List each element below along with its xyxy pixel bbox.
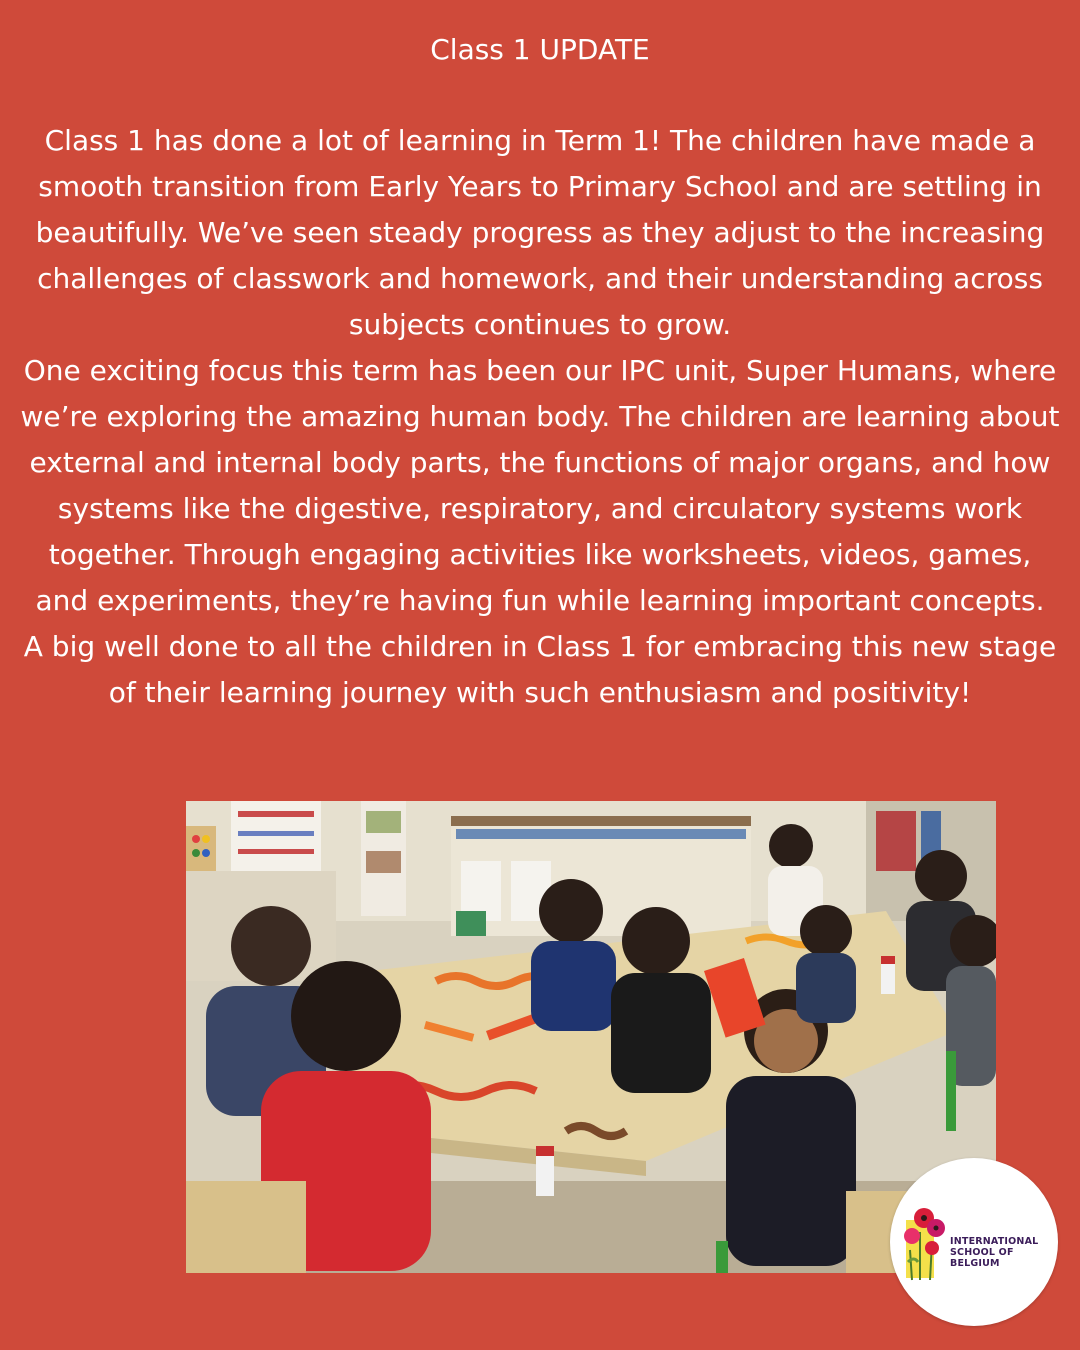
page-title: Class 1 UPDATE <box>430 33 650 66</box>
paragraph-intro: Class 1 has done a lot of learning in Term 1! The children have made a smooth transition from Early Years to Primary School and are settling in beautifully. We’ve seen steady progress as they adjust to the increasing challenges of classwork and homework, and their understanding across subjects continues to grow. <box>35 124 1045 341</box>
paragraph-ipc-unit: One exciting focus this term has been our IPC unit, Super Humans, where we’re exploring the amazing human body. The children are learning about external and internal body parts, the functions of major organs, and how systems like the digestive, respiratory, and circulatory systems work together. Through engaging activities like worksheets, videos, games, and experiments, they’re having fun while learning important concepts. <box>20 354 1060 617</box>
logo-line-3: BELGIUM <box>950 1258 1000 1269</box>
logo-line-1: INTERNATIONAL <box>950 1236 1039 1247</box>
paragraph-well-done: A big well done to all the children in Class 1 for embracing this new stage of their learning journey with such enthusiasm and positivity! <box>23 630 1057 709</box>
logo-line-2: SCHOOL OF <box>950 1247 1014 1258</box>
update-body <box>20 118 1060 716</box>
classroom-photo-illustration <box>186 801 996 1273</box>
classroom-photo <box>186 801 996 1273</box>
school-logo <box>890 1158 1058 1326</box>
school-logo-text <box>950 1236 1054 1269</box>
poppy-flower-icon <box>902 1202 950 1282</box>
